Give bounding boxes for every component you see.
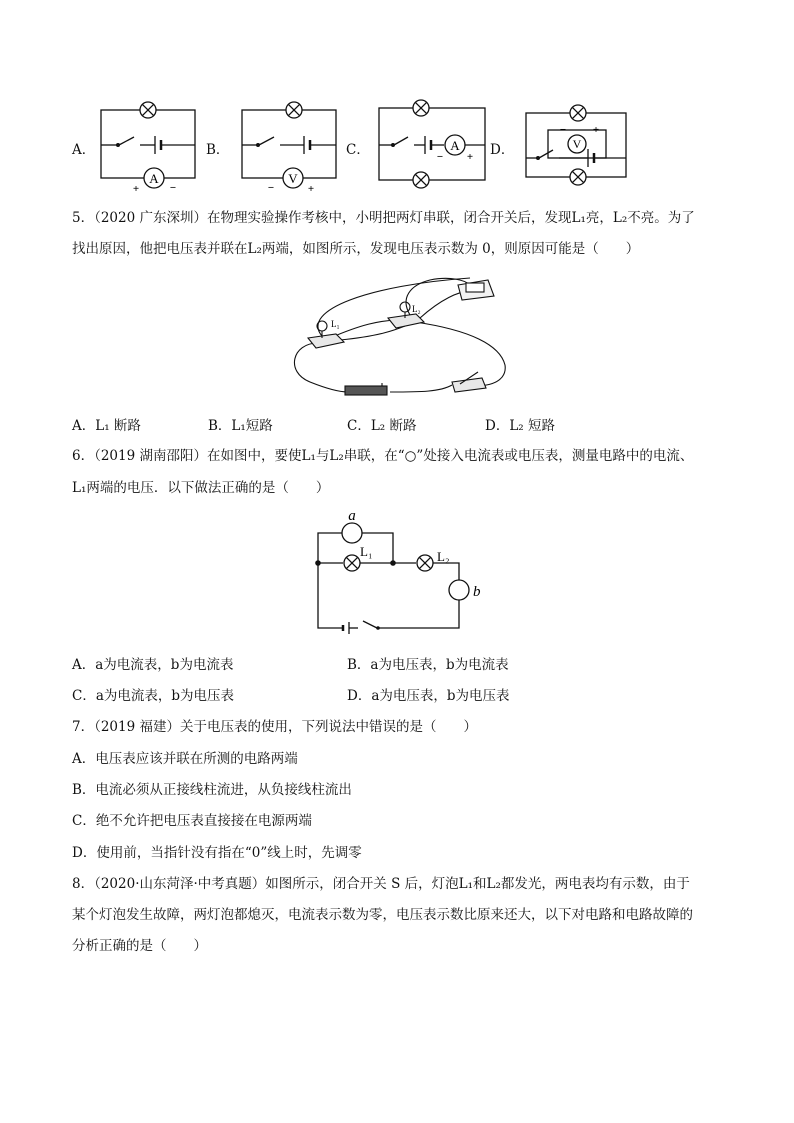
option-a-label: A． — [72, 142, 96, 158]
ammeter-c-symbol: A — [450, 138, 460, 153]
voltmeter-d-symbol: V — [572, 137, 582, 151]
q5-stem-line1: 5．（2020 广东深圳）在物理实验操作考核中，小明把两灯串联，闭合开关后，发现L₁亮，L₂不亮。为了 — [72, 210, 695, 226]
q5-option-d: D．L₂ 短路 — [485, 418, 555, 434]
q6-option-a: A．a为电流表，b为电流表 — [72, 657, 234, 673]
lamp-l2-label: L₂ — [437, 549, 450, 564]
lamp-l1-label: L₁ — [360, 544, 373, 559]
q7-option-c: C．绝不允许把电压表直接接在电源两端 — [72, 813, 312, 829]
option-c-label: C． — [346, 142, 370, 158]
minus-sign: − — [267, 182, 275, 194]
meter-b-label: b — [473, 584, 481, 600]
q7-option-d: D．使用前，当指针没有指在“0”线上时，先调零 — [72, 845, 362, 861]
minus-sign: − — [559, 124, 567, 136]
q7-option-b: B．电流必须从正接线柱流进，从负接线柱流出 — [72, 782, 352, 798]
ammeter-a-symbol: A — [149, 171, 159, 186]
q7-option-a: A．电压表应该并联在所测的电路两端 — [72, 751, 298, 767]
q5-stem-line2: 找出原因，他把电压表并联在L₂两端，如图所示，发现电压表示数为 0，则原因可能是（ ） — [72, 241, 640, 257]
q6-stem-line2: L₁两端的电压．以下做法正确的是（ ） — [72, 480, 330, 496]
l1-photo-label: L₁ — [331, 319, 340, 329]
minus-sign: − — [436, 151, 444, 163]
plus-sign: + — [592, 124, 600, 136]
q5-option-c: C．L₂ 断路 — [347, 418, 417, 434]
q7-stem: 7．（2019 福建）关于电压表的使用，下列说法中错误的是（ ） — [72, 719, 477, 735]
option-d-label: D． — [490, 142, 515, 158]
meter-a-label: a — [348, 508, 356, 524]
voltmeter-b-symbol: V — [288, 171, 298, 186]
q6-option-b: B．a为电压表，b为电流表 — [347, 657, 509, 673]
minus-sign: − — [169, 182, 177, 194]
option-b-label: B． — [206, 142, 230, 158]
l2-photo-label: L₂ — [412, 304, 421, 314]
q5-option-b: B．L₁短路 — [208, 418, 273, 434]
q8-stem-line1: 8．（2020·山东菏泽·中考真题）如图所示，闭合开关 S 后，灯泡L₁和L₂都发光，两电表均有示数，由于 — [72, 876, 690, 892]
q6-option-c: C．a为电流表，b为电压表 — [72, 688, 235, 704]
q6-stem-line1: 6．（2019 湖南邵阳）在如图中，要使L₁与L₂串联，在“○”处接入电流表或电压表，测量电路中的电流、 — [72, 448, 694, 464]
plus-sign: + — [466, 151, 474, 163]
q8-stem-line2: 某个灯泡发生故障，两灯泡都熄灭，电流表示数为零，电压表示数比原来还大，以下对电路和电路故障的 — [72, 907, 693, 923]
q6-option-d: D．a为电压表，b为电压表 — [347, 688, 510, 704]
plus-sign: + — [132, 183, 140, 195]
q8-stem-line3: 分析正确的是（ ） — [72, 938, 207, 954]
plus-sign: + — [307, 183, 315, 195]
q5-option-a: A．L₁ 断路 — [72, 418, 141, 434]
